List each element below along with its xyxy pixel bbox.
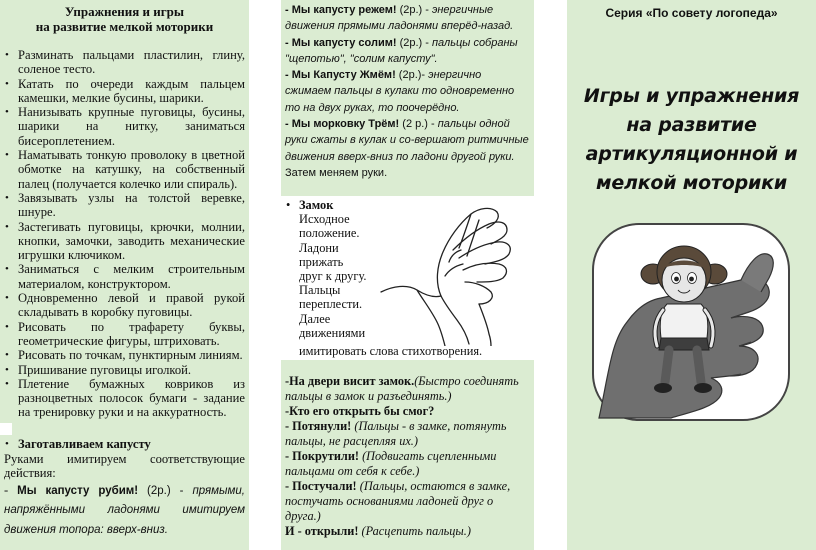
rubim-verse [4, 481, 245, 540]
middle-column [281, 0, 534, 550]
door-italic: (Расцепить пальцы.) [361, 524, 471, 538]
clasped-hands-illustration [379, 200, 529, 346]
verse-desc: пальцы одной руки сжаты в кулак и со-вершают ритмичные движения вверх-вниз по ладони другой руки. [285, 118, 529, 163]
exercise-list [4, 48, 245, 420]
cover-title [567, 82, 816, 198]
door-bold: - Постучали! [285, 479, 360, 493]
verse-bold: - Мы Капусту Жмём! [285, 69, 396, 82]
verse-count: (2р.) - [396, 4, 432, 16]
list-item: • Наматывать тонкую проволоку в цветной обмотке на катушку, на собственный палец (получается колечко или спираль). [4, 148, 245, 191]
door-line [285, 374, 530, 404]
zamok-last-line: имитировать слова стихотворения. [299, 344, 483, 358]
list-item: • Одновременно левой и правой рукой складывать в коробку пуговицы. [4, 291, 245, 320]
door-italic: (Пальцы, остаются в замке, постучать основаниями ладоней друг о друга.) [285, 479, 511, 523]
verse-rezhem [285, 2, 530, 35]
list-item: • Завязывать узлы на толстой веревке, шнуре. [4, 191, 245, 220]
rubim-desc: прямыми, напряжёнными ладонями имитируем движения топора: вверх-вниз. [4, 484, 245, 536]
verse-count: (2р.)- [395, 69, 429, 82]
verse-bold: - Мы капусту солим! [285, 36, 397, 49]
door-bold: - Покрутили! [285, 449, 363, 463]
verse-bold: - Мы морковку Трём! [285, 118, 400, 131]
verse-count: (2 р.) - [399, 118, 438, 131]
door-bold: - Потянули! [285, 419, 355, 433]
verse-bold: - Мы капусту режем! [285, 4, 397, 16]
list-item: • Рисовать по точкам, пунктирным линиям. [4, 348, 245, 362]
door-line [285, 449, 530, 479]
verse-tryom [285, 116, 530, 165]
list-item: • Разминать пальцами пластилин, глину, соленое тесто. [4, 48, 245, 77]
zamok-line: прижать [299, 254, 344, 269]
girl-on-hand-illustration [591, 222, 791, 422]
capusta-intro: Руками имитируем соответствующие действия: [4, 451, 245, 481]
cover-column [567, 0, 816, 550]
zamok-text [285, 198, 375, 340]
zamok-line: положение. [299, 226, 360, 241]
verse-solim [285, 35, 530, 68]
list-item: • Пришивание пуговицы иголкой. [4, 363, 245, 377]
spacer-block [0, 423, 12, 435]
zamok-line: Далее [299, 311, 331, 326]
cover-title-line: мелкой моторики [596, 172, 787, 194]
title-line-2: на развитие мелкой моторики [35, 19, 214, 34]
list-item: • Рисовать по трафарету буквы, геометрические фигуры, штриховать. [4, 320, 245, 349]
verse-count: (2р.) - [396, 36, 432, 49]
verse-zhmem [285, 67, 530, 116]
verse-end: Затем меняем руки. [285, 166, 388, 179]
door-bold: -На двери висит замок. [285, 374, 415, 388]
section-title [4, 4, 245, 34]
series-label: Серия «По совету логопеда» [605, 6, 778, 20]
door-italic: (Быстро соединять пальцы в замок и разъединять.) [285, 374, 519, 403]
list-item: • Катать по очереди каждым пальцем камешки, мелкие бусины, шарики. [4, 77, 245, 106]
zamok-line: переплести. [299, 297, 363, 312]
zamok-line: Исходное [299, 212, 350, 227]
cover-title-line: на развитие [626, 114, 757, 136]
rubim-bold: Мы капусту рубим! [17, 484, 139, 497]
cover-title-line: артикуляционной и [585, 143, 798, 165]
zamok-line: Ладони [299, 240, 339, 255]
rubim-count: (2р.) - [138, 484, 193, 497]
door-line [285, 419, 530, 449]
capusta-heading: • Заготавливаем капусту [4, 437, 245, 452]
left-column [0, 0, 249, 550]
list-item: • Нанизывать крупные пуговицы, бусины, шарики на нитку, заниматься бисероплетением. [4, 105, 245, 148]
cover-title-line: Игры и упражнения [583, 85, 800, 107]
capusta-verses [281, 0, 534, 181]
verse-desc: энергично сжимаем пальцы в кулаки то одновременно то на двух руках, то поочерёдно. [285, 69, 515, 114]
list-item: • Застегивать пуговицы, крючки, молнии, кнопки, замочки, заводить механические игрушки ключиком. [4, 220, 245, 263]
zamok-line: движениями [299, 325, 366, 340]
verse-desc: пальцы собраны "щепотью", "солим капусту". [285, 36, 518, 65]
rubim-prefix: - [4, 482, 18, 497]
door-bold: -Кто его открыть бы смог? [285, 404, 435, 418]
door-italic: (Пальцы - в замке, потянуть пальцы, не расцепляя их.) [285, 419, 507, 448]
zamok-line: друг к другу. [299, 269, 367, 284]
title-line-1: Упражнения и игры [64, 4, 185, 19]
zamok-title: • Замок [285, 198, 375, 212]
list-item: • Плетение бумажных ковриков из разноцветных полосок бумаги - задание на тренировку руки и на аккуратность. [4, 377, 245, 420]
list-item: • Заниматься с мелким строительным материалом, конструктором. [4, 262, 245, 291]
verse-desc: энергичные движения прямыми ладонями вперёд-назад. [285, 4, 514, 33]
door-line [285, 479, 530, 524]
zamok-line: Пальцы [299, 283, 341, 298]
door-bold: И - открыли! [285, 524, 362, 538]
door-verse [281, 372, 534, 541]
zamok-exercise [281, 196, 534, 360]
door-line [285, 524, 530, 539]
door-line [285, 404, 530, 419]
door-italic: (Подвигать сцепленными пальцами от себя к себе.) [285, 449, 497, 478]
